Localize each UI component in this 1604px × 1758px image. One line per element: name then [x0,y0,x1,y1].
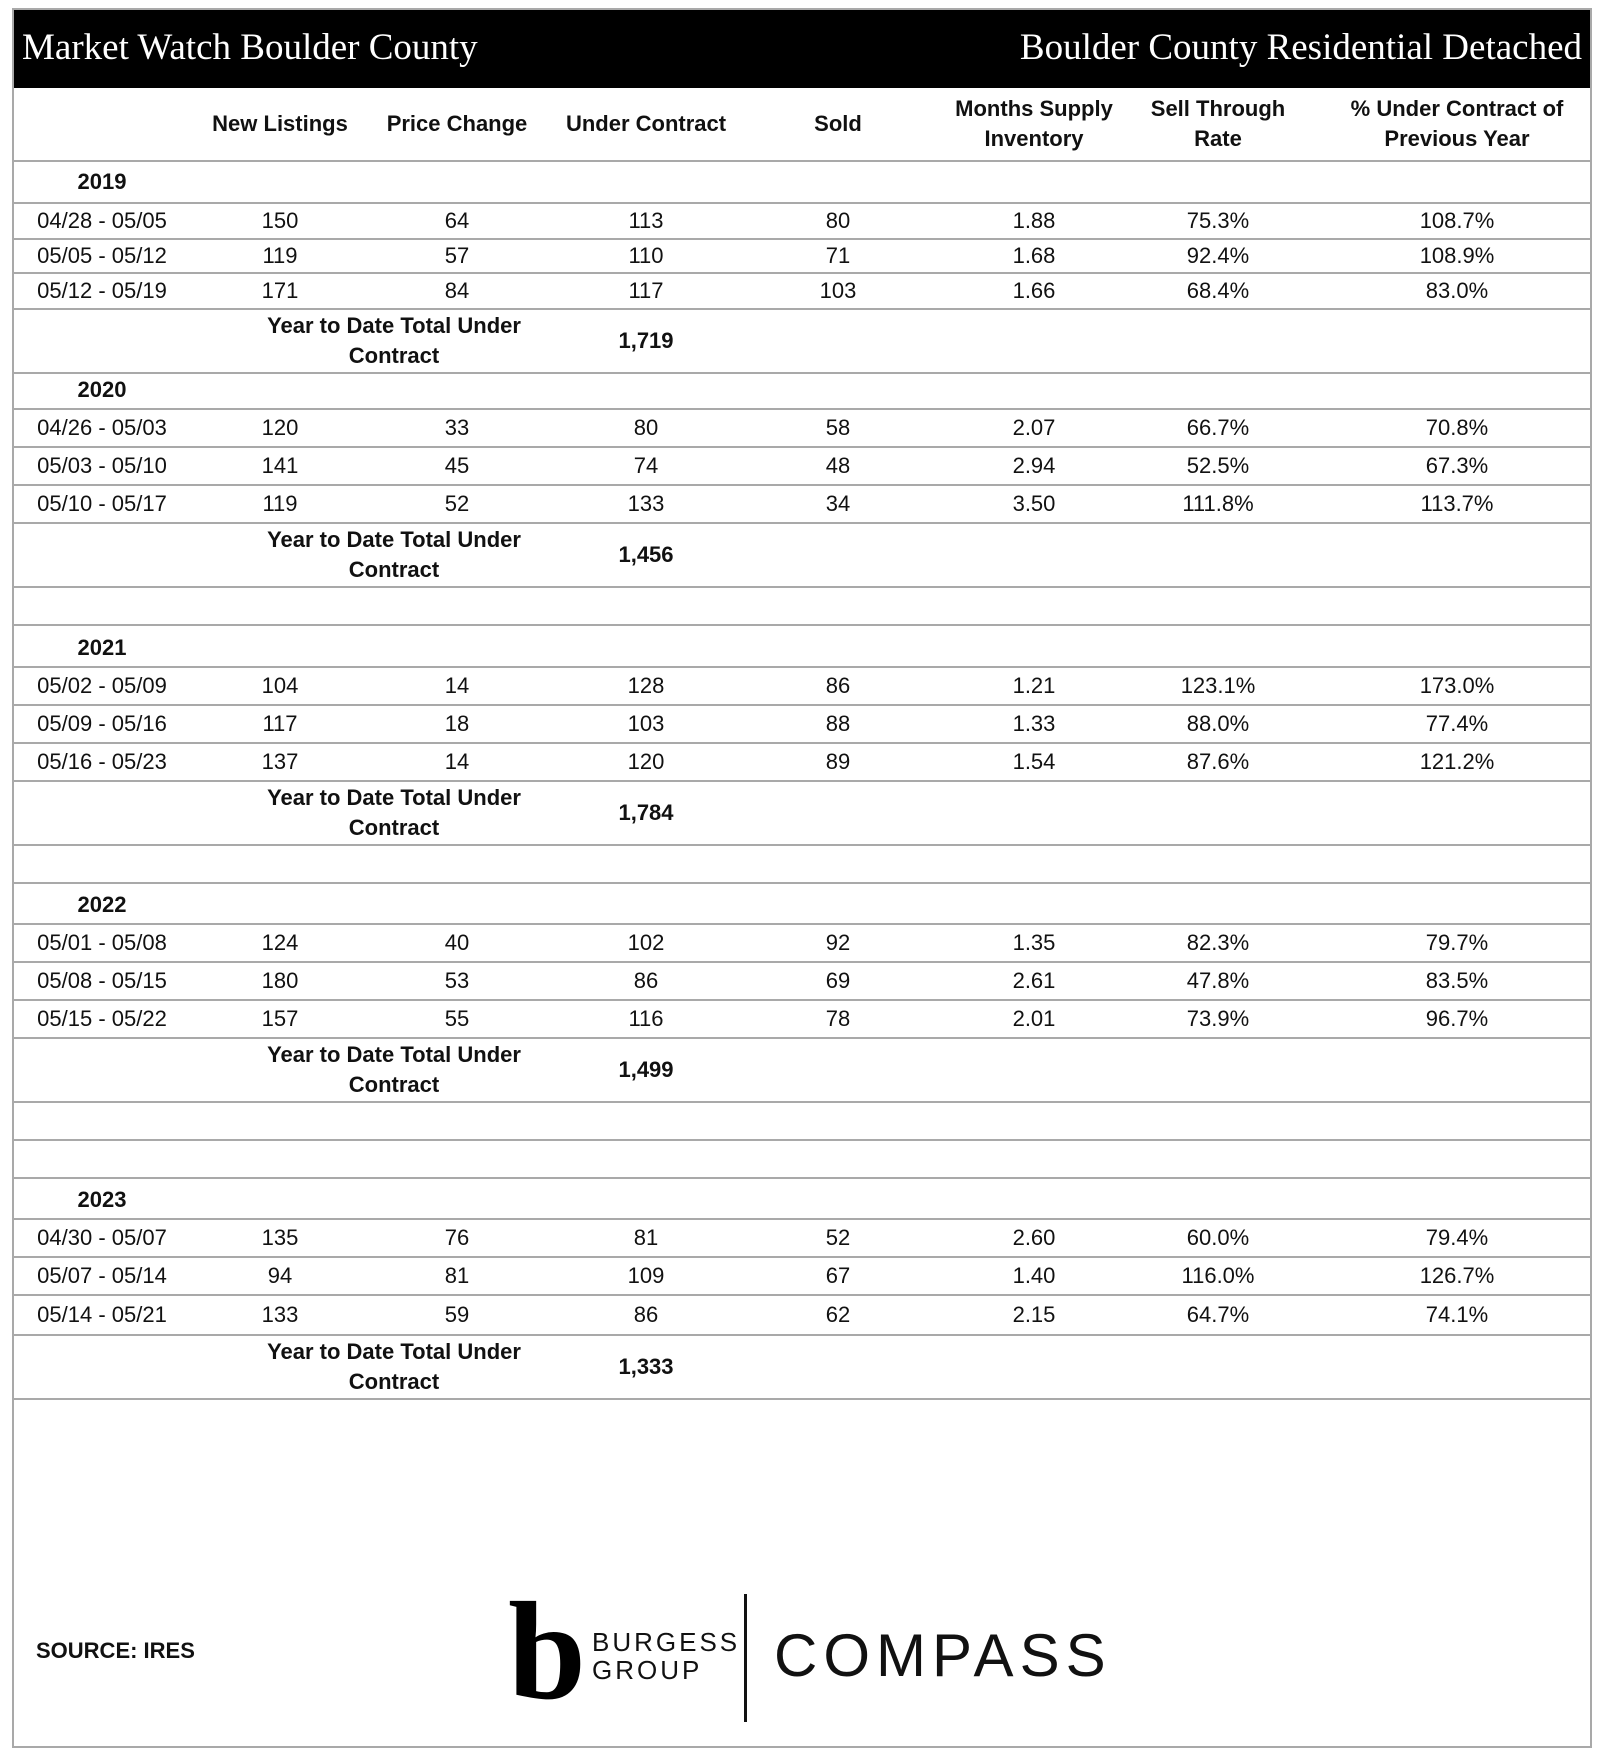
prev-year-pct-cell: 79.7% [1425,930,1489,955]
months-supply-cell: 1.40 [1012,1263,1056,1288]
months-supply-cell: 1.54 [1012,749,1056,774]
col-header-new-listings: New Listings [212,111,348,136]
col-header-months-supply: Months Supply Inventory [955,96,1113,151]
price-change-cell: 76 [444,1225,470,1250]
prev-year-pct-cell: 74.1% [1425,1302,1489,1327]
col-header-under-contract-prev-year: % Under Contract of Previous Year [1350,96,1564,151]
date-range-cell: 05/09 - 05/16 [37,711,167,736]
under-contract-cell: 80 [633,415,659,440]
report-title: Market Watch Boulder County [22,27,478,68]
sold-cell: 89 [825,749,851,774]
source-note: SOURCE: IRES [36,1638,195,1663]
date-range-cell: 05/01 - 05/08 [37,930,167,955]
price-change-cell: 81 [444,1263,470,1288]
date-range-cell: 04/28 - 05/05 [37,208,167,233]
sell-through-cell: 82.3% [1186,930,1250,955]
date-range-cell: 04/26 - 05/03 [37,415,167,440]
new-listings-cell: 180 [261,968,299,993]
ytd-total-row [14,310,1590,374]
price-change-cell: 33 [444,415,470,440]
months-supply-cell: 2.15 [1012,1302,1056,1327]
sell-through-cell: 68.4% [1186,278,1250,303]
sell-through-cell: 92.4% [1186,243,1250,268]
logo-divider [744,1594,747,1722]
table-row [14,1258,1590,1296]
sell-through-cell: 52.5% [1186,453,1250,478]
price-change-cell: 52 [444,491,470,516]
col-header-sell-through: Sell Through Rate [1150,96,1286,151]
col-header-price-change: Price Change [386,111,528,136]
price-change-cell: 55 [444,1006,470,1031]
under-contract-cell: 116 [628,1006,664,1031]
price-change-cell: 14 [444,749,470,774]
months-supply-cell: 1.68 [1012,243,1056,268]
new-listings-cell: 94 [267,1263,293,1288]
col-header-sold: Sold [814,111,862,136]
price-change-cell: 57 [444,243,470,268]
table-row [14,410,1590,448]
sell-through-cell: 47.8% [1186,968,1250,993]
sell-through-cell: 64.7% [1186,1302,1250,1327]
price-change-cell: 53 [444,968,470,993]
price-change-cell: 40 [444,930,470,955]
ytd-label: Year to Date Total Under Contract [267,527,521,582]
sold-cell: 69 [825,968,851,993]
under-contract-cell: 128 [627,673,665,698]
months-supply-cell: 2.07 [1012,415,1056,440]
market-watch-table [12,8,1592,1748]
burgess-group-logo-text [592,1628,740,1684]
ytd-label: Year to Date Total Under Contract [267,1339,521,1394]
new-listings-cell: 171 [261,278,299,303]
blank-row [14,1103,1590,1141]
sold-cell: 52 [825,1225,851,1250]
report-subtitle: Boulder County Residential Detached [1019,27,1582,68]
under-contract-cell: 133 [627,491,665,516]
sold-cell: 92 [825,930,851,955]
date-range-cell: 05/12 - 05/19 [37,278,167,303]
new-listings-cell: 141 [261,453,299,478]
sold-cell: 86 [825,673,851,698]
price-change-cell: 84 [444,278,470,303]
year-row [14,887,1590,925]
sold-cell: 58 [825,415,851,440]
ytd-value: 1,333 [618,1354,674,1379]
date-range-cell: 05/02 - 05/09 [37,673,167,698]
under-contract-cell: 86 [633,968,659,993]
date-range-cell: 05/16 - 05/23 [37,749,167,774]
compass-logo: COMPASS [774,1622,1112,1689]
under-contract-cell: 110 [628,243,664,268]
footer [14,1562,1590,1746]
sold-cell: 48 [825,453,851,478]
sell-through-cell: 73.9% [1186,1006,1250,1031]
price-change-cell: 64 [444,208,470,233]
ytd-label: Year to Date Total Under Contract [267,313,521,368]
table-row [14,274,1590,310]
sold-cell: 62 [825,1302,851,1327]
table-row [14,925,1590,963]
year-row [14,162,1590,204]
prev-year-pct-cell: 83.5% [1425,968,1489,993]
price-change-cell: 59 [444,1302,470,1327]
new-listings-cell: 135 [261,1225,299,1250]
new-listings-cell: 133 [261,1302,299,1327]
table-row [14,1220,1590,1258]
prev-year-pct-cell: 77.4% [1425,711,1489,736]
new-listings-cell: 119 [262,243,298,268]
new-listings-cell: 124 [261,930,299,955]
prev-year-pct-cell: 113.7% [1420,491,1494,516]
ytd-total-row [14,1039,1590,1103]
ytd-label: Year to Date Total Under Contract [267,1042,521,1097]
prev-year-pct-cell: 121.2% [1419,749,1495,774]
prev-year-pct-cell: 67.3% [1425,453,1489,478]
blank-row [14,588,1590,626]
date-range-cell: 04/30 - 05/07 [37,1225,167,1250]
sell-through-cell: 75.3% [1186,208,1250,233]
under-contract-cell: 86 [633,1302,659,1327]
sold-cell: 67 [825,1263,851,1288]
months-supply-cell: 2.60 [1012,1225,1056,1250]
under-contract-cell: 120 [627,749,665,774]
new-listings-cell: 119 [262,491,298,516]
under-contract-cell: 102 [627,930,665,955]
year-row [14,1182,1590,1220]
sold-cell: 103 [819,278,857,303]
ytd-total-row [14,782,1590,846]
burgess-logo-line1: BURGESS [592,1627,741,1657]
price-change-cell: 18 [444,711,470,736]
year-label: 2023 [77,1187,127,1212]
sold-cell: 71 [825,243,851,268]
new-listings-cell: 120 [261,415,299,440]
under-contract-cell: 103 [627,711,665,736]
date-range-cell: 05/08 - 05/15 [37,968,167,993]
ytd-label: Year to Date Total Under Contract [267,785,521,840]
title-bar [14,10,1590,88]
table-row [14,486,1590,524]
table-row [14,744,1590,782]
ytd-value: 1,719 [618,328,674,353]
months-supply-cell: 2.01 [1012,1006,1056,1031]
new-listings-cell: 157 [261,1006,299,1031]
burgess-logo-line2: GROUP [592,1655,703,1685]
ytd-value: 1,499 [618,1057,674,1082]
months-supply-cell: 1.88 [1012,208,1056,233]
table-row [14,706,1590,744]
months-supply-cell: 3.50 [1012,491,1056,516]
year-label: 2019 [77,169,127,194]
sold-cell: 34 [825,491,851,516]
months-supply-cell: 1.35 [1012,930,1056,955]
ytd-total-row [14,1336,1590,1400]
new-listings-cell: 117 [262,711,298,736]
sell-through-cell: 116.0% [1181,1263,1255,1288]
burgess-group-logo-mark: b [508,1574,586,1729]
year-row [14,372,1590,410]
year-label: 2021 [77,635,127,660]
sell-through-cell: 66.7% [1186,415,1250,440]
table-row [14,448,1590,486]
blank-row [14,1141,1590,1179]
table-row [14,963,1590,1001]
blank-row [14,846,1590,884]
date-range-cell: 05/03 - 05/10 [37,453,167,478]
table-row [14,204,1590,240]
prev-year-pct-cell: 96.7% [1425,1006,1489,1031]
sell-through-cell: 111.8% [1182,491,1254,516]
price-change-cell: 14 [444,673,470,698]
under-contract-cell: 109 [627,1263,665,1288]
months-supply-cell: 1.33 [1012,711,1056,736]
prev-year-pct-cell: 79.4% [1425,1225,1489,1250]
under-contract-cell: 113 [628,208,664,233]
prev-year-pct-cell: 108.9% [1419,243,1495,268]
new-listings-cell: 137 [261,749,299,774]
sell-through-cell: 88.0% [1186,711,1250,736]
sold-cell: 80 [825,208,851,233]
prev-year-pct-cell: 83.0% [1425,278,1489,303]
prev-year-pct-cell: 126.7% [1419,1263,1495,1288]
prev-year-pct-cell: 70.8% [1425,415,1489,440]
under-contract-cell: 81 [633,1225,659,1250]
price-change-cell: 45 [444,453,470,478]
year-row [14,630,1590,668]
col-header-under-contract: Under Contract [565,111,727,136]
under-contract-cell: 74 [633,453,659,478]
date-range-cell: 05/10 - 05/17 [37,491,167,516]
table-row [14,668,1590,706]
months-supply-cell: 2.61 [1012,968,1056,993]
months-supply-cell: 1.21 [1012,673,1056,698]
date-range-cell: 05/07 - 05/14 [37,1263,167,1288]
ytd-total-row [14,524,1590,588]
date-range-cell: 05/15 - 05/22 [37,1006,167,1031]
date-range-cell: 05/14 - 05/21 [37,1302,167,1327]
months-supply-cell: 1.66 [1012,278,1056,303]
table-row [14,1001,1590,1039]
prev-year-pct-cell: 108.7% [1419,208,1495,233]
year-label: 2022 [77,892,127,917]
table-row [14,240,1590,274]
sell-through-cell: 60.0% [1186,1225,1250,1250]
table-row [14,1296,1590,1336]
table-header [14,88,1590,162]
new-listings-cell: 104 [261,673,299,698]
year-label: 2020 [77,377,127,402]
sell-through-cell: 87.6% [1186,749,1250,774]
date-range-cell: 05/05 - 05/12 [37,243,167,268]
sold-cell: 78 [825,1006,851,1031]
ytd-value: 1,456 [618,542,674,567]
months-supply-cell: 2.94 [1012,453,1056,478]
sell-through-cell: 123.1% [1180,673,1256,698]
prev-year-pct-cell: 173.0% [1419,673,1495,698]
sold-cell: 88 [825,711,851,736]
under-contract-cell: 117 [628,278,664,303]
new-listings-cell: 150 [261,208,299,233]
ytd-value: 1,784 [618,800,674,825]
